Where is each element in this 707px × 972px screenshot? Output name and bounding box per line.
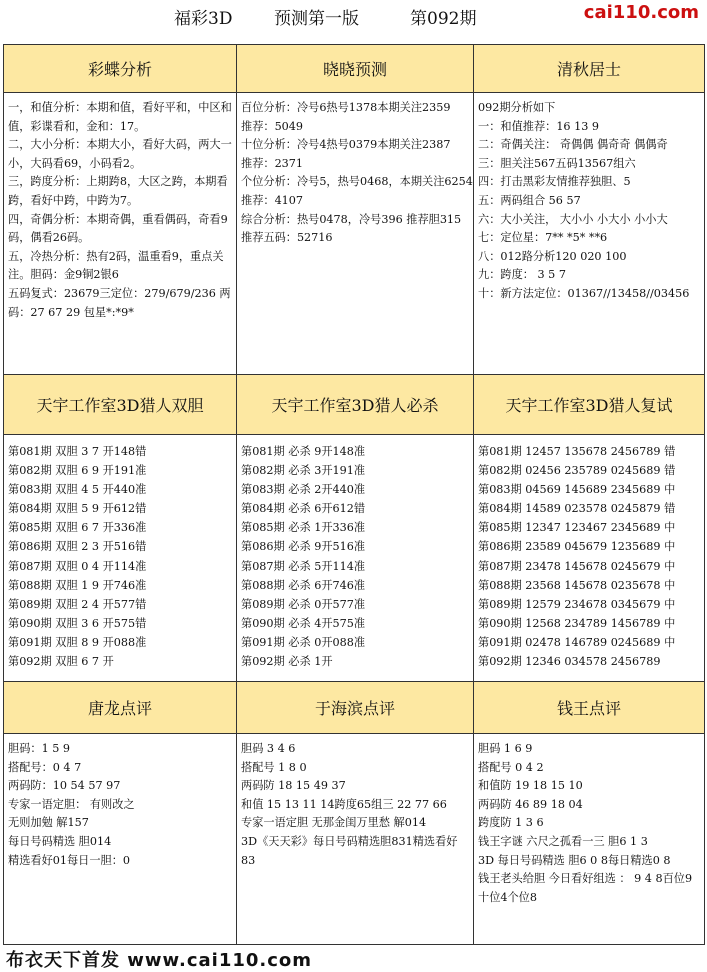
tanglong-line: 两码防：10 54 57 97 [8,779,121,793]
list-item: 第090期 必杀 4开575准 [241,616,366,630]
qianwang-line: 钱王字谜 六尺之孤看一三 胆6 1 3 [478,834,648,848]
list-item: 第091期 双胆 8 9 开088准 [8,635,147,649]
qingqiu-line: 二：奇偶关注： 奇偶偶 偶奇奇 偶偶奇 [478,138,668,152]
qingqiu-line: 五：两码组合 56 57 [478,193,581,207]
list-item: 第089期 双胆 2 4 开577错 [8,597,147,611]
shuangdan-list [4,435,237,682]
list-item: 第082期 02456 235789 0245689 错 [478,464,676,478]
caidie-body [4,93,237,375]
list-item: 第083期 必杀 2开440准 [241,483,366,497]
list-item: 第092期 双胆 6 7 开 [8,655,114,669]
caidie-line: 三，跨度分析：上期跨8，大区之跨，本期看跨，看好中跨，中跨为7。 [8,175,228,207]
bisha-list [237,435,474,682]
list-item: 第087期 23478 145678 0245679 中 [478,559,676,573]
qianwang-body [474,734,705,945]
yuhaibin-line: 搭配号 1 8 0 [241,760,307,774]
header-shuangdan-label: 天宇工作室3D猎人双胆 [36,396,204,415]
list-item: 第090期 12568 234789 1456789 中 [478,616,676,630]
tanglong-line: 无则加勉 解157 [8,816,89,830]
title-brand: 福彩3D [174,9,233,29]
qingqiu-line: 七：定位星：7** *5* **6 [478,231,608,245]
list-item: 第083期 双胆 4 5 开440准 [8,483,147,497]
list-item: 第092期 12346 034578 2456789 [478,655,661,669]
list-item: 第083期 04569 145689 2345689 中 [478,483,676,497]
tanglong-line: 胆码：1 5 9 [8,742,71,755]
yuhaibin-line: 两码防 18 15 49 37 [241,779,346,793]
yuhaibin-line: 3D《天天彩》每日号码精选胆831精选看好83 [241,834,458,867]
header-yuhaibin-label: 于海滨点评 [314,699,395,718]
caidie-line: 四，奇偶分析：本期奇偶，重看偶码，奇看9码，偶看26码。 [8,212,228,245]
qingqiu-line: 十：新方法定位：01367//13458//03456 [478,286,690,300]
qianwang-line: 两码防 46 89 18 04 [478,797,583,811]
list-item: 第082期 必杀 3开191准 [241,464,366,478]
list-item: 第084期 双胆 5 9 开612错 [8,502,147,516]
qianwang-line: 胆码 1 6 9 [478,742,533,755]
list-item: 第085期 12347 123467 2345689 中 [478,521,676,535]
list-item: 第088期 必杀 6开746准 [241,578,366,592]
list-item: 第085期 必杀 1开336准 [241,521,366,535]
caidie-line: 五码复式：23679三定位：279/679/236 两码：27 67 29 包星*:*9* [8,286,231,319]
yuhaibin-line: 和值 15 13 11 14跨度65组三 22 77 66 [241,797,447,811]
header-caidie-label: 彩蝶分析 [87,60,152,79]
title-issue: 第092期 [410,9,477,29]
header-shuangdan [4,375,237,435]
tanglong-line: 搭配号：0 4 7 [8,760,82,774]
list-item: 第087期 必杀 5开114准 [241,559,366,573]
list-item: 第090期 双胆 3 6 开575错 [8,616,147,630]
list-item: 第086期 双胆 2 3 开516错 [8,540,147,554]
list-item: 第086期 必杀 9开516准 [241,540,366,554]
prediction-table [3,44,705,945]
yuhaibin-line: 专家一语定胆 无那金闺万里愁 解014 [241,816,427,830]
caidie-line: 二，大小分析：本期大小，看好大码，两大一小，大码看69，小码看2。 [8,138,232,170]
xiaoxiao-line: 综合分析：热号0478，冷号396 推荐胆315 [241,212,462,226]
tanglong-line: 每日号码精选 胆014 [8,834,112,848]
list-item: 第091期 必杀 0开088准 [241,635,366,649]
list-item: 第082期 双胆 6 9 开191准 [8,464,147,478]
xiaoxiao-line: 推荐：5049 [241,119,304,133]
tanglong-line: 精选看好01每日一胆：0 [8,853,131,867]
header-qianwang-label: 钱王点评 [556,699,621,718]
qingqiu-line: 092期分析如下 [478,101,556,114]
header-qingqiu [474,45,705,93]
header-fushi [474,375,705,435]
xiaoxiao-line: 推荐：4107 [241,193,304,207]
xiaoxiao-line: 十位分析：冷号4热号0379本期关注2387 [241,138,451,152]
qianwang-line: 3D 每日号码精选 胆6 0 8每日精选0 8 [478,853,671,867]
list-item: 第081期 双胆 3 7 开148错 [8,445,147,458]
xiaoxiao-line: 推荐：2371 [241,156,304,170]
header-fushi-label: 天宇工作室3D猎人复试 [505,396,673,415]
yuhaibin-body [237,734,474,945]
list-item: 第089期 12579 234678 0345679 中 [478,597,676,611]
qianwang-line: 跨度防 1 3 6 [478,816,544,830]
list-item: 第081期 必杀 9开148准 [241,445,366,458]
qianwang-line: 钱王老头给胆 今日看好组选 ： 9 4 8百位9 十位4个位8 [478,872,693,904]
fushi-list [474,435,705,682]
qingqiu-line: 四：打击黑彩友情推荐独胆、5 [478,175,631,189]
qingqiu-line: 六：大小关注， 大小小 小大小 小小大 [478,212,668,226]
xiaoxiao-line: 百位分析：冷号6热号1378本期关注2359 [241,101,451,114]
list-item: 第085期 双胆 6 7 开336准 [8,521,147,535]
list-item: 第088期 23568 145678 0235678 中 [478,578,676,592]
list-item: 第088期 双胆 1 9 开746准 [8,578,147,592]
title-edition: 预测第一版 [274,9,359,29]
header-xiaoxiao-label: 晓晓预测 [322,60,387,79]
header-bisha-label: 天宇工作室3D猎人必杀 [271,396,439,415]
header-qingqiu-label: 清秋居士 [556,60,621,79]
site-logo: cai110.com [583,2,699,23]
xiaoxiao-line: 推荐五码：52716 [241,231,333,245]
header-tanglong [4,682,237,734]
list-item: 第081期 12457 135678 2456789 错 [478,445,676,458]
qingqiu-line: 八：012路分析120 020 100 [478,249,627,263]
qingqiu-body [474,93,705,375]
qingqiu-line: 一：和值推荐：16 13 9 [478,119,600,133]
list-item: 第084期 必杀 6开612错 [241,502,366,516]
header-xiaoxiao [237,45,474,93]
qianwang-line: 搭配号 0 4 2 [478,760,544,774]
yuhaibin-line: 胆码 3 4 6 [241,742,296,755]
header-caidie [4,45,237,93]
header-qianwang [474,682,705,734]
header-yuhaibin [237,682,474,734]
footer-watermark: 布衣天下首发 www.cai110.com [6,950,313,971]
tanglong-line: 专家一语定胆： 有则改之 [8,797,135,811]
xiaoxiao-line: 个位分析：冷号5，热号0468，本期关注6254 [241,175,473,189]
caidie-line: 五，冷热分析：热有2码，温重看9，重点关注。胆码：金9铜2银6 [8,249,224,282]
caidie-line: 一，和值分析：本期和值，看好平和，中区和值，彩谍看和，金和：17。 [8,101,232,133]
list-item: 第086期 23589 045679 1235689 中 [478,540,676,554]
qianwang-line: 和值防 19 18 15 10 [478,779,583,793]
qingqiu-line: 三：胆关注567五码13567组六 [478,156,636,170]
qingqiu-line: 九：跨度： 3 5 7 [478,268,566,282]
header-tanglong-label: 唐龙点评 [87,699,152,718]
list-item: 第091期 02478 146789 0245689 中 [478,635,676,649]
tanglong-body [4,734,237,945]
list-item: 第084期 14589 023578 0245879 错 [478,502,676,516]
xiaoxiao-body [237,93,474,375]
header-bisha [237,375,474,435]
list-item: 第092期 必杀 1开 [241,655,333,669]
list-item: 第087期 双胆 0 4 开114准 [8,559,147,573]
list-item: 第089期 必杀 0开577准 [241,597,366,611]
